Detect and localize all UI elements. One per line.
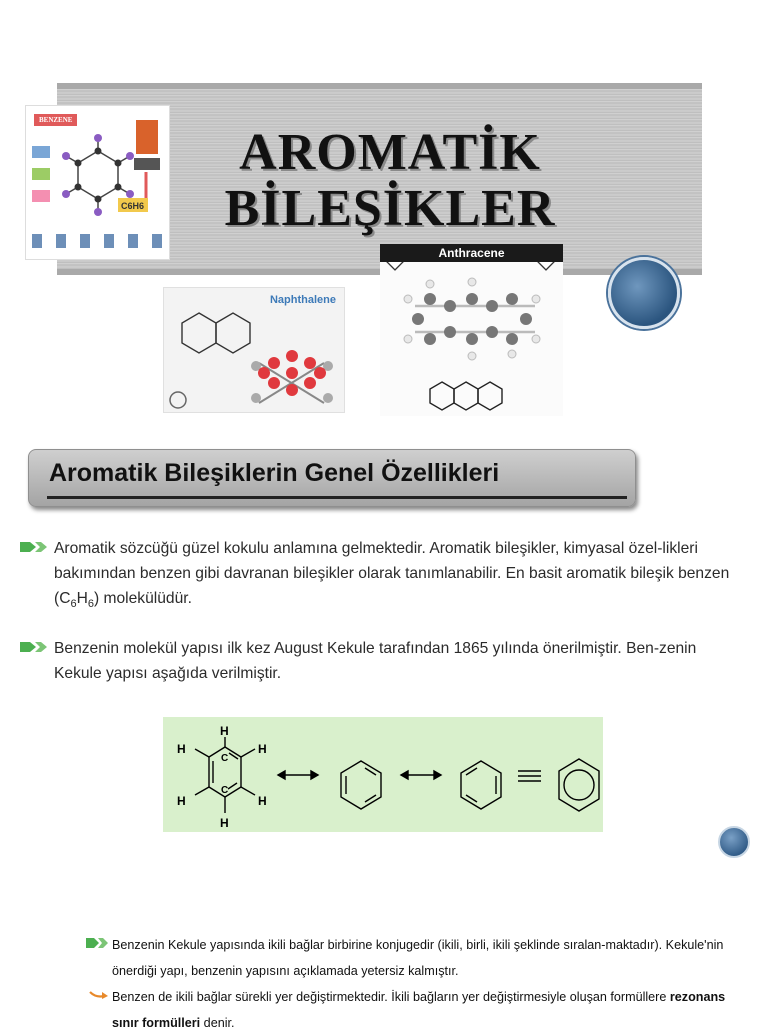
kekule-structures bbox=[163, 717, 603, 832]
paragraph-kekule-conjugation: Benzenin Kekule yapısında ikili bağlar birbirine konjugedir (ikili, birli, ikili şeklinde sıralan-maktadır). Kekule'nin önerdiği yapı, benzenin yapısını açıklamada yetersiz kalmıştır. bbox=[112, 938, 724, 978]
paragraph-aromatic-definition bbox=[54, 536, 744, 617]
decorative-dot-icon bbox=[718, 826, 750, 858]
subscript: 6 bbox=[87, 598, 94, 611]
benzene-card-label: BENZENE bbox=[34, 114, 77, 126]
paragraph-text: Aromatik sözcüğü güzel kokulu anlamına gelmektedir. Aromatik bileşikler, kimyasal özel-likleri bakımından benzen gibi davranan bileşikler olarak tanımlanabilir. En basit aromatik bileşik benzen (C bbox=[54, 540, 730, 607]
atom-h-label: H bbox=[177, 794, 186, 808]
page-title bbox=[180, 125, 600, 237]
paragraph-kekule-history: Benzenin molekül yapısı ilk kez August Kekule tarafından 1865 yılında önerilmiştir. Ben-zenin Kekule yapısı aşağıda verilmiştir. bbox=[54, 640, 697, 682]
naphthalene-label: Naphthalene bbox=[269, 294, 336, 306]
section-title: Aromatik Bileşiklerin Genel Özellikleri bbox=[49, 459, 500, 487]
title-line-1: AROMATİK bbox=[239, 124, 541, 181]
bullet-arrow-icon bbox=[20, 640, 50, 654]
title-line-2: BİLEŞİKLER bbox=[224, 180, 556, 237]
anthracene-drawing bbox=[380, 244, 563, 416]
benzene-infographic-drawing bbox=[26, 106, 170, 260]
atom-h-label: H bbox=[258, 794, 267, 808]
benzene-formula: C6H6 bbox=[121, 201, 145, 211]
atom-h-label: H bbox=[220, 724, 229, 738]
section-heading bbox=[28, 449, 636, 507]
paragraph-text: denir. bbox=[200, 1016, 235, 1030]
emphasis-text: rezonans sınır formülleri bbox=[112, 990, 726, 1030]
subscript: 6 bbox=[70, 598, 77, 611]
atom-h-label: H bbox=[258, 742, 267, 756]
atom-h-label: H bbox=[220, 816, 229, 830]
anthracene-image bbox=[380, 244, 563, 416]
naphthalene-image bbox=[163, 287, 345, 413]
atom-c-label: C bbox=[221, 753, 229, 764]
paragraph-text: H bbox=[76, 590, 88, 607]
naphthalene-drawing bbox=[164, 288, 345, 413]
kekule-diagram bbox=[163, 717, 603, 832]
paragraph-text: Benzen de ikili bağlar sürekli yer değiştirmektedir. İkili bağların yer değiştirmesiyle oluşan formüllere bbox=[112, 990, 670, 1004]
benzene-infographic bbox=[25, 105, 170, 260]
anthracene-label: Anthracene bbox=[380, 244, 563, 262]
decorative-sphere-icon bbox=[608, 257, 680, 329]
atom-c-label: C bbox=[221, 785, 229, 796]
bullet-arrow-icon bbox=[20, 540, 50, 554]
paragraph-text: ) molekülüdür. bbox=[93, 590, 192, 607]
atom-h-label: H bbox=[177, 742, 186, 756]
paragraph-resonance bbox=[112, 984, 752, 1036]
section-underline bbox=[47, 496, 627, 499]
